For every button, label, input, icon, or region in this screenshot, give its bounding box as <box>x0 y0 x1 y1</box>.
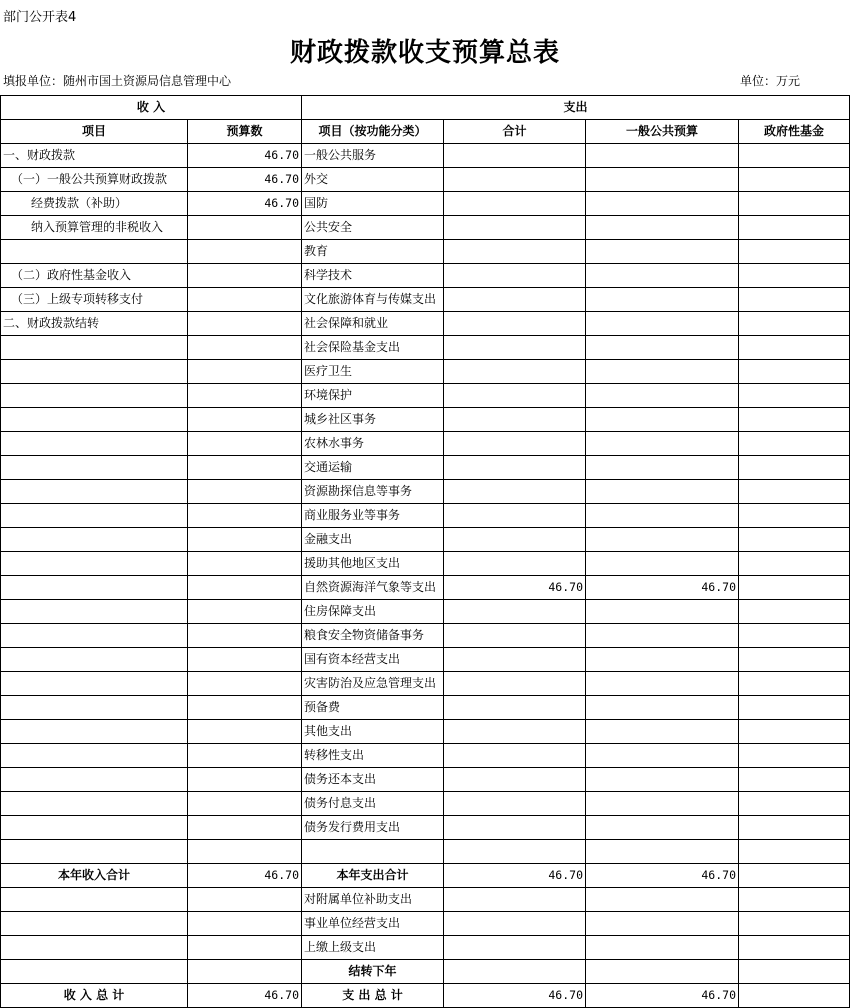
table-row <box>1 168 850 192</box>
income-item-cell <box>1 408 188 432</box>
expense-general-cell <box>586 408 739 432</box>
expense-gov-cell <box>739 936 850 960</box>
expense-general-cell <box>586 168 739 192</box>
income-value-cell <box>188 624 302 648</box>
table-row <box>1 456 850 480</box>
table-row <box>1 432 850 456</box>
expense-gov-cell <box>739 264 850 288</box>
expense-total-cell <box>444 720 586 744</box>
expense-gov-cell <box>739 504 850 528</box>
expense-general-cell <box>586 624 739 648</box>
expense-item-cell: 援助其他地区支出 <box>302 552 444 576</box>
income-value-cell <box>188 528 302 552</box>
table-row <box>1 624 850 648</box>
expense-general-cell <box>586 792 739 816</box>
expense-general-cell <box>586 936 739 960</box>
income-value-cell <box>188 912 302 936</box>
expense-item-cell: 文化旅游体育与传媒支出 <box>302 288 444 312</box>
expense-gov-cell <box>739 336 850 360</box>
expense-item-cell: 环境保护 <box>302 384 444 408</box>
income-value-cell <box>188 288 302 312</box>
table-row <box>1 240 850 264</box>
expense-gov-cell <box>739 720 850 744</box>
expense-general-cell <box>586 504 739 528</box>
expense-general-cell <box>586 288 739 312</box>
expense-gov-cell <box>739 552 850 576</box>
income-value-cell <box>188 672 302 696</box>
expense-gov-cell <box>739 960 850 984</box>
expense-general-cell <box>586 648 739 672</box>
grand-total-row <box>1 984 850 1008</box>
expense-gov-cell <box>739 768 850 792</box>
income-item-cell <box>1 768 188 792</box>
expense-gov-cell <box>739 312 850 336</box>
expense-item-cell: 资源勘探信息等事务 <box>302 480 444 504</box>
income-item-cell <box>1 432 188 456</box>
income-item-cell <box>1 480 188 504</box>
expense-general-cell <box>586 744 739 768</box>
income-value-cell <box>188 576 302 600</box>
expense-gov-cell <box>739 288 850 312</box>
table-row <box>1 144 850 168</box>
table-row <box>1 936 850 960</box>
expense-gov-cell <box>739 144 850 168</box>
expense-total-cell <box>444 696 586 720</box>
income-grand-total-label: 收 入 总 计 <box>1 984 188 1008</box>
income-item-cell <box>1 672 188 696</box>
expense-total-cell <box>444 264 586 288</box>
expense-total-cell <box>444 912 586 936</box>
expense-general-cell <box>586 144 739 168</box>
expense-general-cell <box>586 600 739 624</box>
table-header-row-1 <box>1 96 850 120</box>
expense-general-cell <box>586 432 739 456</box>
expense-item-cell: 交通运输 <box>302 456 444 480</box>
expense-total-cell <box>444 600 586 624</box>
expense-gov-cell <box>739 360 850 384</box>
col-item-header: 项目 <box>1 120 188 144</box>
expense-total-cell <box>444 816 586 840</box>
income-value-cell <box>188 744 302 768</box>
income-item-cell <box>1 552 188 576</box>
income-item-cell: （二）政府性基金收入 <box>1 264 188 288</box>
income-item-cell: （一）一般公共预算财政拨款 <box>1 168 188 192</box>
expense-general-cell <box>586 912 739 936</box>
table-row <box>1 576 850 600</box>
expense-gov-cell <box>739 216 850 240</box>
expense-general-cell <box>586 336 739 360</box>
table-row <box>1 264 850 288</box>
income-item-cell <box>1 528 188 552</box>
expense-general-cell <box>586 192 739 216</box>
income-value-cell <box>188 816 302 840</box>
expense-item-cell: 债务发行费用支出 <box>302 816 444 840</box>
income-item-cell <box>1 240 188 264</box>
expense-general-cell <box>586 528 739 552</box>
table-header-row-2 <box>1 120 850 144</box>
income-value-cell <box>188 384 302 408</box>
income-item-cell <box>1 696 188 720</box>
income-value-cell <box>188 480 302 504</box>
income-item-cell: 二、财政拨款结转 <box>1 312 188 336</box>
income-item-cell <box>1 384 188 408</box>
expense-item-cell: 医疗卫生 <box>302 360 444 384</box>
table-row <box>1 552 850 576</box>
expense-header: 支出 <box>302 96 850 120</box>
expense-gov-cell <box>739 576 850 600</box>
expense-item-cell: 外交 <box>302 168 444 192</box>
table-row <box>1 528 850 552</box>
income-item-cell <box>1 504 188 528</box>
expense-gov-cell <box>739 480 850 504</box>
expense-total-cell <box>444 672 586 696</box>
expense-item-cell: 债务还本支出 <box>302 768 444 792</box>
expense-item-cell: 上缴上级支出 <box>302 936 444 960</box>
income-value-cell <box>188 888 302 912</box>
expense-item-cell: 一般公共服务 <box>302 144 444 168</box>
table-row <box>1 360 850 384</box>
expense-total-cell <box>444 792 586 816</box>
income-item-cell <box>1 576 188 600</box>
table-number-label: 部门公开表4 <box>3 10 77 25</box>
expense-general-cell <box>586 768 739 792</box>
col-general-header: 一般公共预算 <box>586 120 739 144</box>
income-value-cell <box>188 840 302 864</box>
expense-grand-total-label: 支 出 总 计 <box>302 984 444 1008</box>
expense-gov-cell <box>739 192 850 216</box>
expense-general-cell <box>586 384 739 408</box>
col-gov-header: 政府性基金 <box>739 120 850 144</box>
income-grand-total-value: 46.70 <box>188 984 302 1008</box>
income-value-cell <box>188 792 302 816</box>
expense-total-cell <box>444 240 586 264</box>
expense-general-cell <box>586 216 739 240</box>
expense-total-cell <box>444 456 586 480</box>
expense-gov-cell <box>739 816 850 840</box>
income-value-cell <box>188 312 302 336</box>
income-item-cell: （三）上级专项转移支付 <box>1 288 188 312</box>
filler-unit: 填报单位：随州市国土资源局信息管理中心 <box>3 74 232 88</box>
income-item-cell <box>1 792 188 816</box>
expense-gov-cell <box>739 432 850 456</box>
expense-gov-cell <box>739 168 850 192</box>
expense-gov-cell <box>739 600 850 624</box>
expense-item-cell: 粮食安全物资储备事务 <box>302 624 444 648</box>
table-row <box>1 312 850 336</box>
income-year-total-label: 本年收入合计 <box>1 864 188 888</box>
expense-item-cell: 债务付息支出 <box>302 792 444 816</box>
expense-total-cell <box>444 408 586 432</box>
expense-total-cell <box>444 552 586 576</box>
expense-item-cell: 转移性支出 <box>302 744 444 768</box>
expense-total-cell <box>444 480 586 504</box>
income-item-cell: 经费拨款（补助） <box>1 192 188 216</box>
expense-gov-cell <box>739 384 850 408</box>
expense-general-cell <box>586 264 739 288</box>
expense-item-cell: 金融支出 <box>302 528 444 552</box>
table-row <box>1 504 850 528</box>
expense-year-gov-value <box>739 864 850 888</box>
table-row <box>1 744 850 768</box>
expense-general-cell: 46.70 <box>586 576 739 600</box>
table-row <box>1 408 850 432</box>
expense-general-cell <box>586 888 739 912</box>
expense-total-cell <box>444 840 586 864</box>
expense-general-cell <box>586 456 739 480</box>
income-item-cell <box>1 816 188 840</box>
income-header: 收 入 <box>1 96 302 120</box>
table-row <box>1 288 850 312</box>
expense-total-cell <box>444 960 586 984</box>
table-row <box>1 696 850 720</box>
income-item-cell <box>1 360 188 384</box>
expense-gov-cell <box>739 456 850 480</box>
expense-general-cell <box>586 480 739 504</box>
income-value-cell <box>188 696 302 720</box>
expense-gov-cell <box>739 240 850 264</box>
expense-item-cell: 科学技术 <box>302 264 444 288</box>
table-row <box>1 768 850 792</box>
expense-year-general-value: 46.70 <box>586 864 739 888</box>
expense-total-cell <box>444 336 586 360</box>
expense-total-cell: 46.70 <box>444 576 586 600</box>
table-row <box>1 600 850 624</box>
income-item-cell: 一、财政拨款 <box>1 144 188 168</box>
expense-total-cell <box>444 768 586 792</box>
income-item-cell <box>1 960 188 984</box>
expense-general-cell <box>586 552 739 576</box>
expense-total-cell <box>444 624 586 648</box>
income-value-cell: 46.70 <box>188 192 302 216</box>
income-item-cell <box>1 720 188 744</box>
expense-general-cell <box>586 360 739 384</box>
expense-total-cell <box>444 384 586 408</box>
expense-total-cell <box>444 648 586 672</box>
col-total-header: 合计 <box>444 120 586 144</box>
expense-total-cell <box>444 504 586 528</box>
expense-gov-cell <box>739 408 850 432</box>
income-value-cell <box>188 648 302 672</box>
expense-item-cell: 自然资源海洋气象等支出 <box>302 576 444 600</box>
table-row <box>1 216 850 240</box>
expense-general-cell <box>586 696 739 720</box>
expense-gov-cell <box>739 696 850 720</box>
expense-item-cell: 预备费 <box>302 696 444 720</box>
expense-item-cell: 住房保障支出 <box>302 600 444 624</box>
expense-general-cell <box>586 840 739 864</box>
expense-item-cell <box>302 840 444 864</box>
expense-total-cell <box>444 528 586 552</box>
income-value-cell <box>188 432 302 456</box>
expense-total-cell <box>444 192 586 216</box>
expense-item-cell: 其他支出 <box>302 720 444 744</box>
expense-gov-cell <box>739 528 850 552</box>
expense-general-cell <box>586 672 739 696</box>
expense-grand-general-value: 46.70 <box>586 984 739 1008</box>
expense-general-cell <box>586 240 739 264</box>
currency-unit: 单位：万元 <box>740 74 801 88</box>
expense-item-cell: 商业服务业等事务 <box>302 504 444 528</box>
expense-total-cell <box>444 168 586 192</box>
expense-general-cell <box>586 312 739 336</box>
expense-item-cell: 国有资本经营支出 <box>302 648 444 672</box>
page-title: 财政拨款收支预算总表 <box>289 38 560 68</box>
income-value-cell <box>188 336 302 360</box>
expense-item-cell: 农林水事务 <box>302 432 444 456</box>
expense-gov-cell <box>739 744 850 768</box>
expense-gov-cell <box>739 672 850 696</box>
income-value-cell <box>188 216 302 240</box>
income-value-cell <box>188 240 302 264</box>
table-row <box>1 672 850 696</box>
expense-year-total-label: 本年支出合计 <box>302 864 444 888</box>
income-value-cell <box>188 456 302 480</box>
expense-year-total-value: 46.70 <box>444 864 586 888</box>
income-value-cell <box>188 600 302 624</box>
table-row <box>1 480 850 504</box>
income-value-cell <box>188 264 302 288</box>
expense-grand-gov-value <box>739 984 850 1008</box>
table-row <box>1 648 850 672</box>
expense-gov-cell <box>739 624 850 648</box>
expense-grand-total-value: 46.70 <box>444 984 586 1008</box>
carry-next-row <box>1 960 850 984</box>
expense-total-cell <box>444 144 586 168</box>
expense-item-cell: 对附属单位补助支出 <box>302 888 444 912</box>
expense-total-cell <box>444 744 586 768</box>
income-item-cell <box>1 624 188 648</box>
expense-item-cell: 教育 <box>302 240 444 264</box>
income-year-total-value: 46.70 <box>188 864 302 888</box>
table-row <box>1 336 850 360</box>
income-value-cell <box>188 360 302 384</box>
income-item-cell <box>1 600 188 624</box>
income-item-cell <box>1 840 188 864</box>
expense-gov-cell <box>739 840 850 864</box>
expense-item-cell: 社会保障和就业 <box>302 312 444 336</box>
expense-item-cell: 社会保险基金支出 <box>302 336 444 360</box>
table-row <box>1 840 850 864</box>
expense-general-cell <box>586 720 739 744</box>
col-func-header: 项目（按功能分类） <box>302 120 444 144</box>
income-value-cell <box>188 960 302 984</box>
income-item-cell <box>1 648 188 672</box>
expense-item-cell: 灾害防治及应急管理支出 <box>302 672 444 696</box>
expense-gov-cell <box>739 792 850 816</box>
expense-total-cell <box>444 312 586 336</box>
income-value-cell <box>188 408 302 432</box>
expense-total-cell <box>444 360 586 384</box>
table-row <box>1 192 850 216</box>
expense-general-cell <box>586 816 739 840</box>
income-item-cell <box>1 336 188 360</box>
income-value-cell: 46.70 <box>188 168 302 192</box>
income-item-cell <box>1 888 188 912</box>
income-item-cell <box>1 744 188 768</box>
expense-total-cell <box>444 216 586 240</box>
year-total-row <box>1 864 850 888</box>
expense-gov-cell <box>739 912 850 936</box>
expense-gov-cell <box>739 648 850 672</box>
table-row <box>1 816 850 840</box>
expense-general-cell <box>586 960 739 984</box>
carry-next-label: 结转下年 <box>302 960 444 984</box>
expense-item-cell: 国防 <box>302 192 444 216</box>
expense-total-cell <box>444 288 586 312</box>
expense-item-cell: 公共安全 <box>302 216 444 240</box>
table-row <box>1 720 850 744</box>
table-row <box>1 888 850 912</box>
income-value-cell <box>188 552 302 576</box>
income-item-cell <box>1 936 188 960</box>
income-value-cell: 46.70 <box>188 144 302 168</box>
table-row <box>1 384 850 408</box>
table-row <box>1 912 850 936</box>
table-row <box>1 792 850 816</box>
expense-total-cell <box>444 888 586 912</box>
col-budget-header: 预算数 <box>188 120 302 144</box>
income-item-cell <box>1 912 188 936</box>
income-value-cell <box>188 936 302 960</box>
budget-table <box>0 95 850 1008</box>
expense-gov-cell <box>739 888 850 912</box>
expense-total-cell <box>444 936 586 960</box>
income-item-cell: 纳入预算管理的非税收入 <box>1 216 188 240</box>
expense-total-cell <box>444 432 586 456</box>
expense-item-cell: 城乡社区事务 <box>302 408 444 432</box>
income-value-cell <box>188 504 302 528</box>
income-item-cell <box>1 456 188 480</box>
income-value-cell <box>188 768 302 792</box>
expense-item-cell: 事业单位经营支出 <box>302 912 444 936</box>
income-value-cell <box>188 720 302 744</box>
